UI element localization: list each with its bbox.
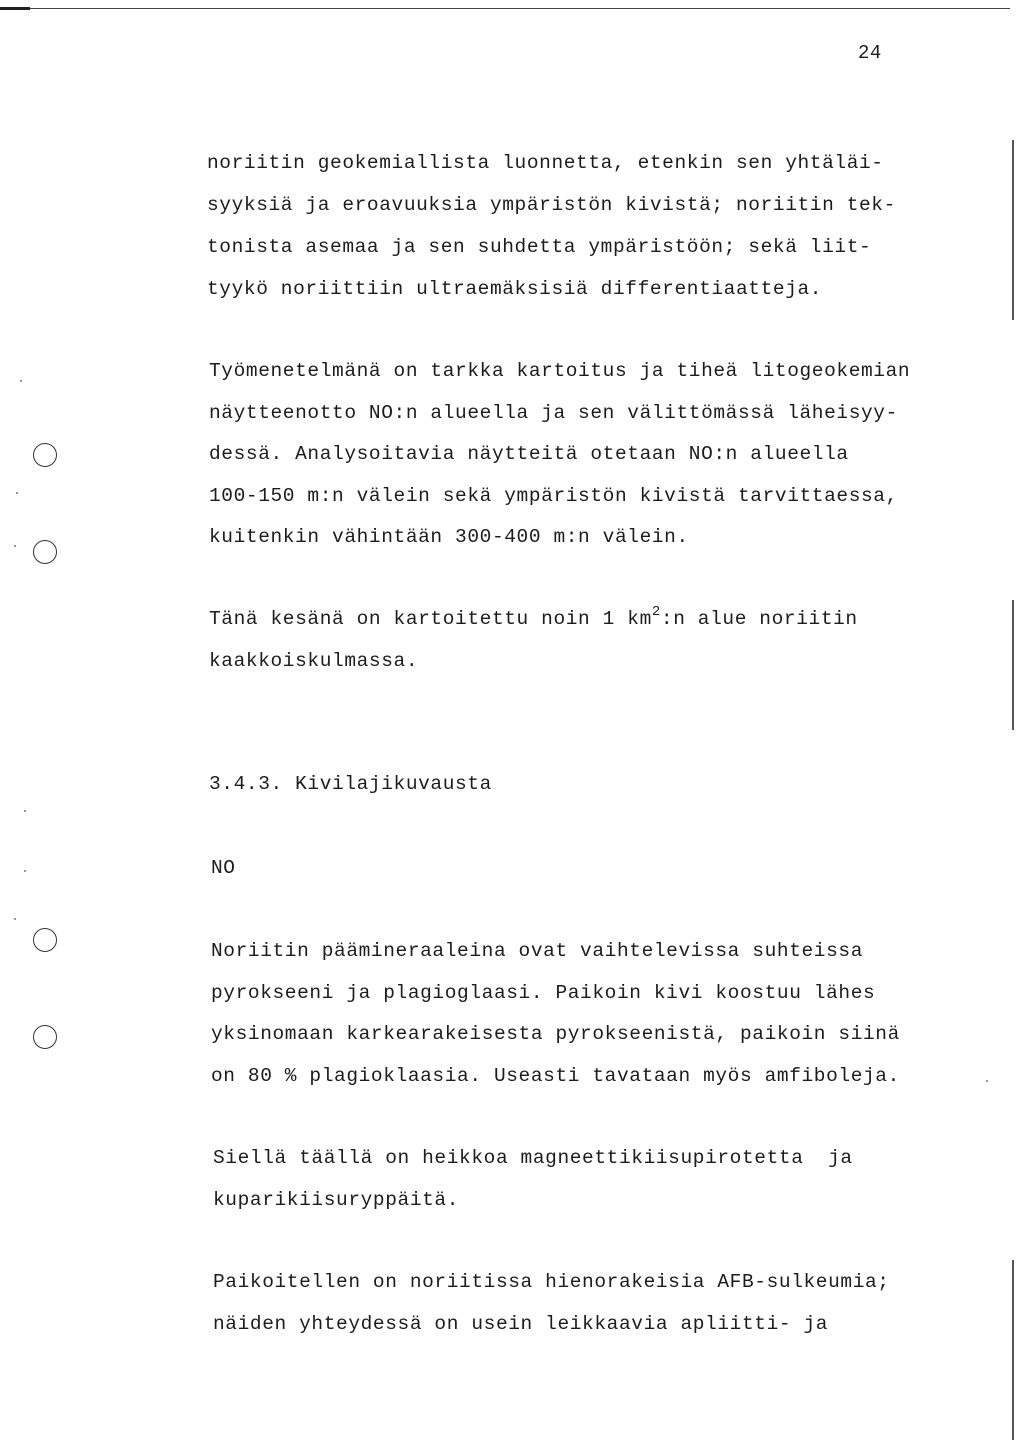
area-text-cont: :n alue noriitin (660, 608, 858, 630)
paragraph-line: syyksiä ja eroavuuksia ympäristön kivistä; noriitin tek- (207, 194, 896, 216)
punch-hole-icon (33, 1025, 57, 1049)
scan-speck (20, 380, 22, 382)
paragraph-line: kuparikiisuryppäitä. (213, 1189, 460, 1211)
paragraph-line: Siellä täällä on heikkoa magneettikiisupirotetta ja (213, 1147, 853, 1169)
paragraph-line: yksinomaan karkearakeisesta pyrokseenistä, paikoin siinä (211, 1023, 900, 1045)
paragraph-line: tyykö noriittiin ultraemäksisiä differentiaatteja. (207, 278, 823, 300)
paragraph-line: näytteenotto NO:n alueella ja sen välittömässä läheisyy- (209, 402, 898, 424)
paragraph-line: näiden yhteydessä on usein leikkaavia apliitti- ja (213, 1313, 829, 1335)
paragraph-line: on 80 % plagioklaasia. Useasti tavataan myös amfiboleja. (211, 1065, 900, 1087)
subheading: NO (211, 857, 236, 879)
page-number: 24 (858, 42, 882, 64)
scan-speck (986, 1080, 988, 1082)
paragraph-line: kuitenkin vähintään 300-400 m:n välein. (209, 526, 689, 548)
paragraph-line: Noriitin päämineraaleina ovat vaihtelevissa suhteissa (211, 940, 864, 962)
paragraph-line: 100-150 m:n välein sekä ympäristön kivistä tarvittaessa, (209, 485, 898, 507)
punch-hole-icon (33, 443, 57, 467)
scan-speck (24, 870, 26, 872)
superscript-exponent: 2 (651, 603, 661, 620)
paragraph-line: pyrokseeni ja plagioglaasi. Paikoin kivi koostuu lähes (211, 982, 876, 1004)
paragraph-line: noriitin geokemiallista luonnetta, etenkin sen yhtäläi- (207, 152, 884, 174)
punch-hole-icon (33, 928, 57, 952)
paragraph-line (209, 603, 858, 632)
paragraph-line: tonista asemaa ja sen suhdetta ympäristöön; sekä liit- (207, 236, 872, 258)
scan-speck (14, 545, 16, 547)
paragraph-line: Työmenetelmänä on tarkka kartoitus ja tiheä litogeokemian (209, 360, 911, 382)
paragraph-line: dessä. Analysoitavia näytteitä otetaan NO:n alueella (209, 443, 849, 465)
punch-hole-icon (33, 540, 57, 564)
scan-right-edge (1012, 1260, 1014, 1440)
scan-speck (14, 918, 16, 920)
scan-top-rule-mark (0, 7, 30, 10)
scan-speck (24, 810, 26, 812)
section-heading: 3.4.3. Kivilajikuvausta (209, 773, 492, 795)
area-text: Tänä kesänä on kartoitettu noin 1 km (209, 608, 652, 630)
paragraph-line: kaakkoiskulmassa. (209, 650, 419, 672)
scan-right-edge (1012, 600, 1014, 730)
scan-right-edge (1012, 140, 1014, 320)
scan-speck (16, 492, 18, 494)
paragraph-line: Paikoitellen on noriitissa hienorakeisia AFB-sulkeumia; (213, 1271, 890, 1293)
scan-top-rule (0, 8, 1010, 9)
